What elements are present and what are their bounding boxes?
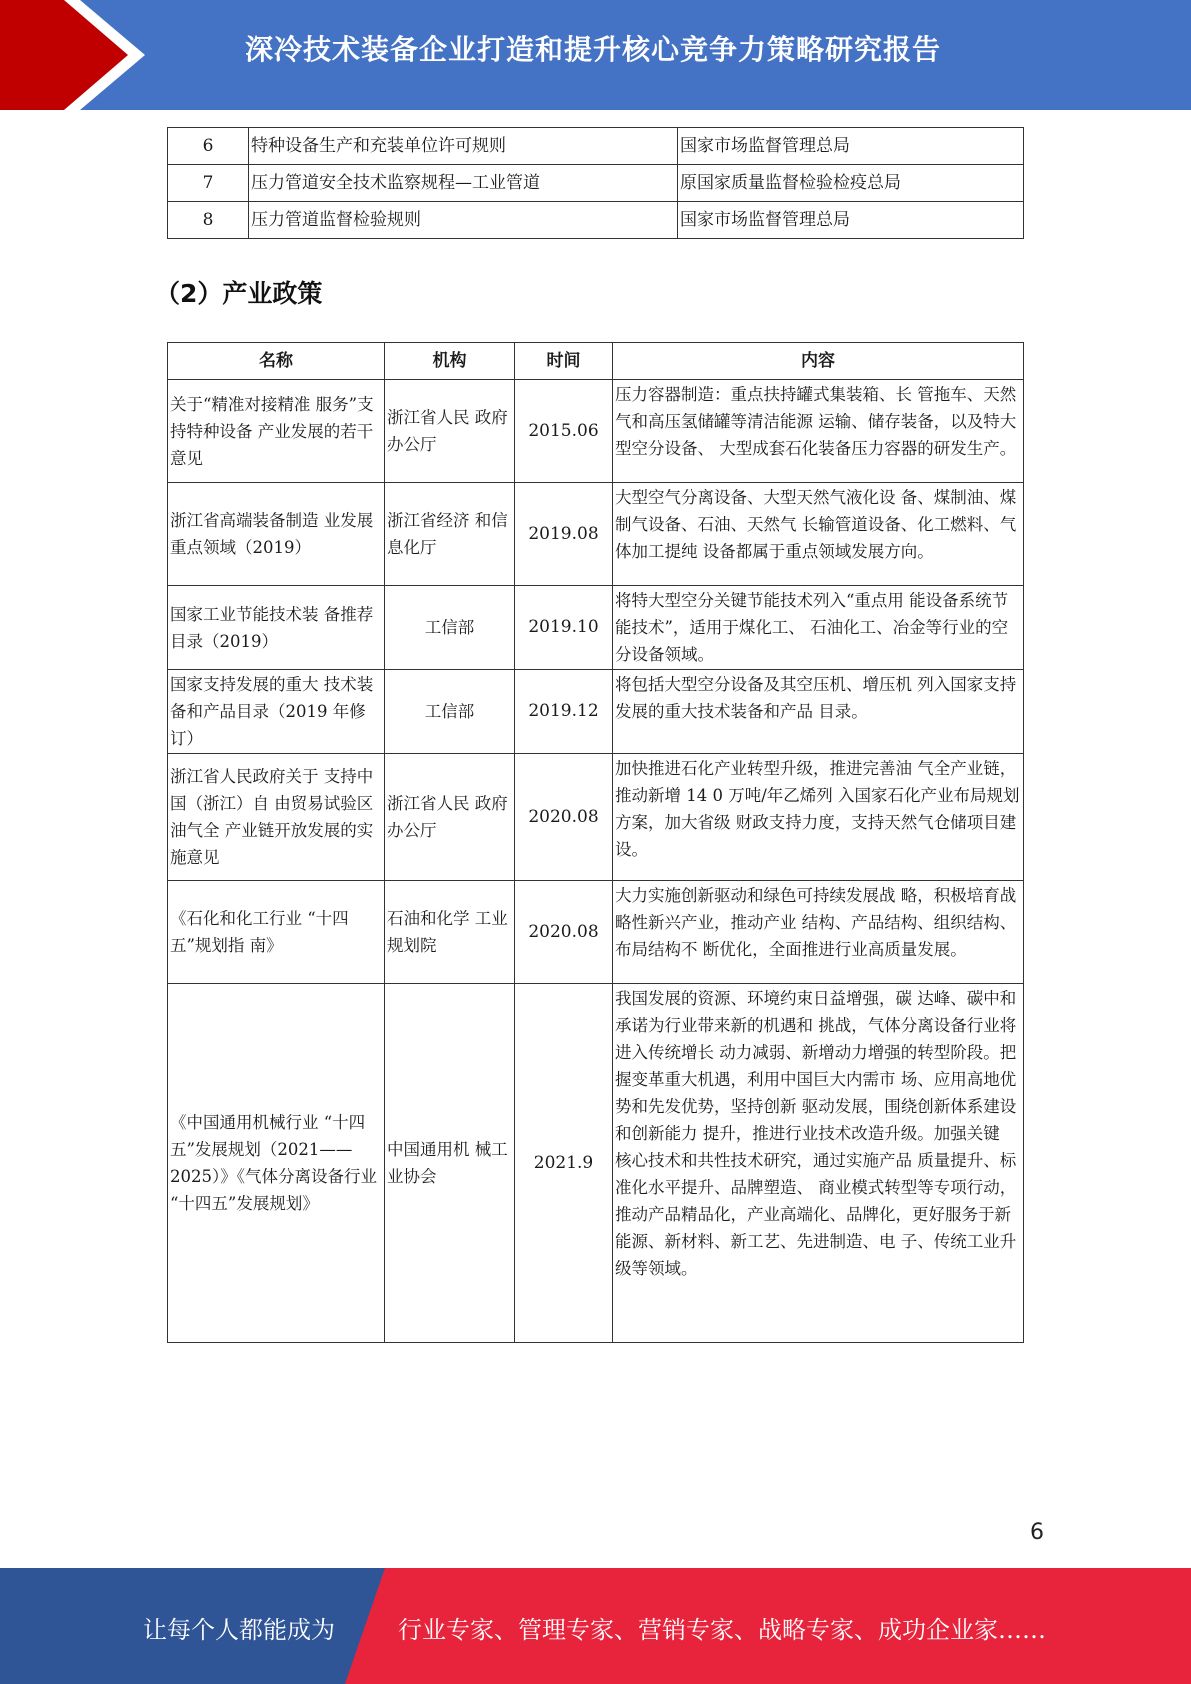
- table-row: [168, 754, 1024, 881]
- footer-slogan-left: 让每个人都能成为: [143, 1616, 335, 1644]
- policy-content: 压力容器制造：重点扶持罐式集装箱、长 管拖车、天然气和高压氢储罐等清洁能源 运输、储存装备，以及特大型空分设备、 大型成套石化装备压力容器的研发生产。: [613, 380, 1024, 483]
- policy-content: 大型空气分离设备、大型天然气液化设 备、煤制油、煤制气设备、石油、天然气 长输管道设备、化工燃料、气体加工提纯 设备都属于重点领域发展方向。: [613, 483, 1024, 586]
- policy-date: 2020.08: [515, 754, 613, 881]
- regulation-name: 压力管道安全技术监察规程—工业管道: [249, 165, 678, 202]
- table-row: [168, 586, 1024, 670]
- industry-policy-table: [167, 342, 1024, 1343]
- table-row: [168, 670, 1024, 754]
- policy-content: 大力实施创新驱动和绿色可持续发展战 略，积极培育战略性新兴产业，推动产业 结构、产品结构、组织结构、布局结构不 断优化，全面推进行业高质量发展。: [613, 881, 1024, 984]
- table-row: [168, 380, 1024, 483]
- regulation-authority: 国家市场监督管理总局: [678, 202, 1024, 239]
- report-header-banner: [0, 0, 1191, 110]
- regulation-authority: 国家市场监督管理总局: [678, 128, 1024, 165]
- policy-issuer: 浙江省经济 和信息化厅: [385, 483, 515, 586]
- regulations-table: [167, 127, 1024, 239]
- policy-content: 将特大型空分关键节能技术列入“重点用 能设备系统节能技术”，适用于煤化工、 石油化工、冶金等行业的空分设备领域。: [613, 586, 1024, 670]
- policy-date: 2019.08: [515, 483, 613, 586]
- policy-name: 《中国通用机械行业 “十四五”发展规划（2021——2025）》《气体分离设备行业 “十四五”发展规划》: [168, 984, 385, 1343]
- table-header-row: [168, 343, 1024, 380]
- policy-date: 2021.9: [515, 984, 613, 1343]
- policy-name: 浙江省人民政府关于 支持中国（浙江）自 由贸易试验区油气全 产业链开放发展的实 施意见: [168, 754, 385, 881]
- regulation-authority: 原国家质量监督检验检疫总局: [678, 165, 1024, 202]
- policy-content: 将包括大型空分设备及其空压机、增压机 列入国家支持发展的重大技术装备和产品 目录。: [613, 670, 1024, 754]
- regulation-number: 8: [168, 202, 249, 239]
- header-org: 机构: [385, 343, 515, 380]
- policy-issuer: 工信部: [385, 586, 515, 670]
- policy-issuer: 浙江省人民 政府办公厅: [385, 380, 515, 483]
- policy-content: 我国发展的资源、环境约束日益增强，碳 达峰、碳中和承诺为行业带来新的机遇和 挑战，气体分离设备行业将进入传统增长 动力减弱、新增动力增强的转型阶段。把 握变革重大机遇，利用中国巨大内需市 场、应用高地优势和先发优势，坚持创新 驱动发展，围绕创新体系建设和创新能力 提升，推进行业技术改造升级。加强关键 核心技术和共性技术研究，通过实施产品 质量提升、标准化水平提升、品牌塑造、 商业模式转型等专项行动，推动产品精品化，产业高端化、品牌化，更好服务于新 能源、新材料、新工艺、先进制造、电 子、传统工业升级等领域。: [613, 984, 1024, 1343]
- header-name: 名称: [168, 343, 385, 380]
- footer-slogan-right: 行业专家、管理专家、营销专家、战略专家、成功企业家……: [398, 1616, 1046, 1644]
- policy-name: 浙江省高端装备制造 业发展重点领域（2019）: [168, 483, 385, 586]
- policy-name: 国家工业节能技术装 备推荐目录（2019）: [168, 586, 385, 670]
- table-row: [168, 165, 1024, 202]
- policy-date: 2019.10: [515, 586, 613, 670]
- regulation-number: 7: [168, 165, 249, 202]
- policy-issuer: 石油和化学 工业规划院: [385, 881, 515, 984]
- table-row: [168, 483, 1024, 586]
- regulation-number: 6: [168, 128, 249, 165]
- header-content: 内容: [613, 343, 1024, 380]
- table-row: [168, 984, 1024, 1343]
- regulation-name: 压力管道监督检验规则: [249, 202, 678, 239]
- policy-date: 2015.06: [515, 380, 613, 483]
- policy-issuer: 中国通用机 械工业协会: [385, 984, 515, 1343]
- table-row: [168, 202, 1024, 239]
- header-date: 时间: [515, 343, 613, 380]
- policy-issuer: 工信部: [385, 670, 515, 754]
- policy-date: 2019.12: [515, 670, 613, 754]
- policy-name: 国家支持发展的重大 技术装备和产品目录（2019 年修订）: [168, 670, 385, 754]
- policy-name: 关于“精准对接精准 服务”支持特种设备 产业发展的若干意见: [168, 380, 385, 483]
- table-row: [168, 881, 1024, 984]
- policy-name: 《石化和化工行业 “十四五”规划指 南》: [168, 881, 385, 984]
- regulation-name: 特种设备生产和充装单位许可规则: [249, 128, 678, 165]
- policy-content: 加快推进石化产业转型升级，推进完善油 气全产业链，推动新增 14 0 万吨/年乙烯列 入国家石化产业布局规划方案，加大省级 财政支持力度，支持天然气仓储项目建 设。: [613, 754, 1024, 881]
- page-number: 6: [1030, 1520, 1044, 1545]
- policy-date: 2020.08: [515, 881, 613, 984]
- footer-banner: [0, 1568, 1191, 1684]
- policy-issuer: 浙江省人民 政府办公厅: [385, 754, 515, 881]
- table-row: [168, 128, 1024, 165]
- header-red-arrow-decoration: [0, 0, 150, 110]
- section-title: （2）产业政策: [155, 279, 323, 308]
- report-title: 深冷技术装备企业打造和提升核心竞争力策略研究报告: [245, 33, 942, 66]
